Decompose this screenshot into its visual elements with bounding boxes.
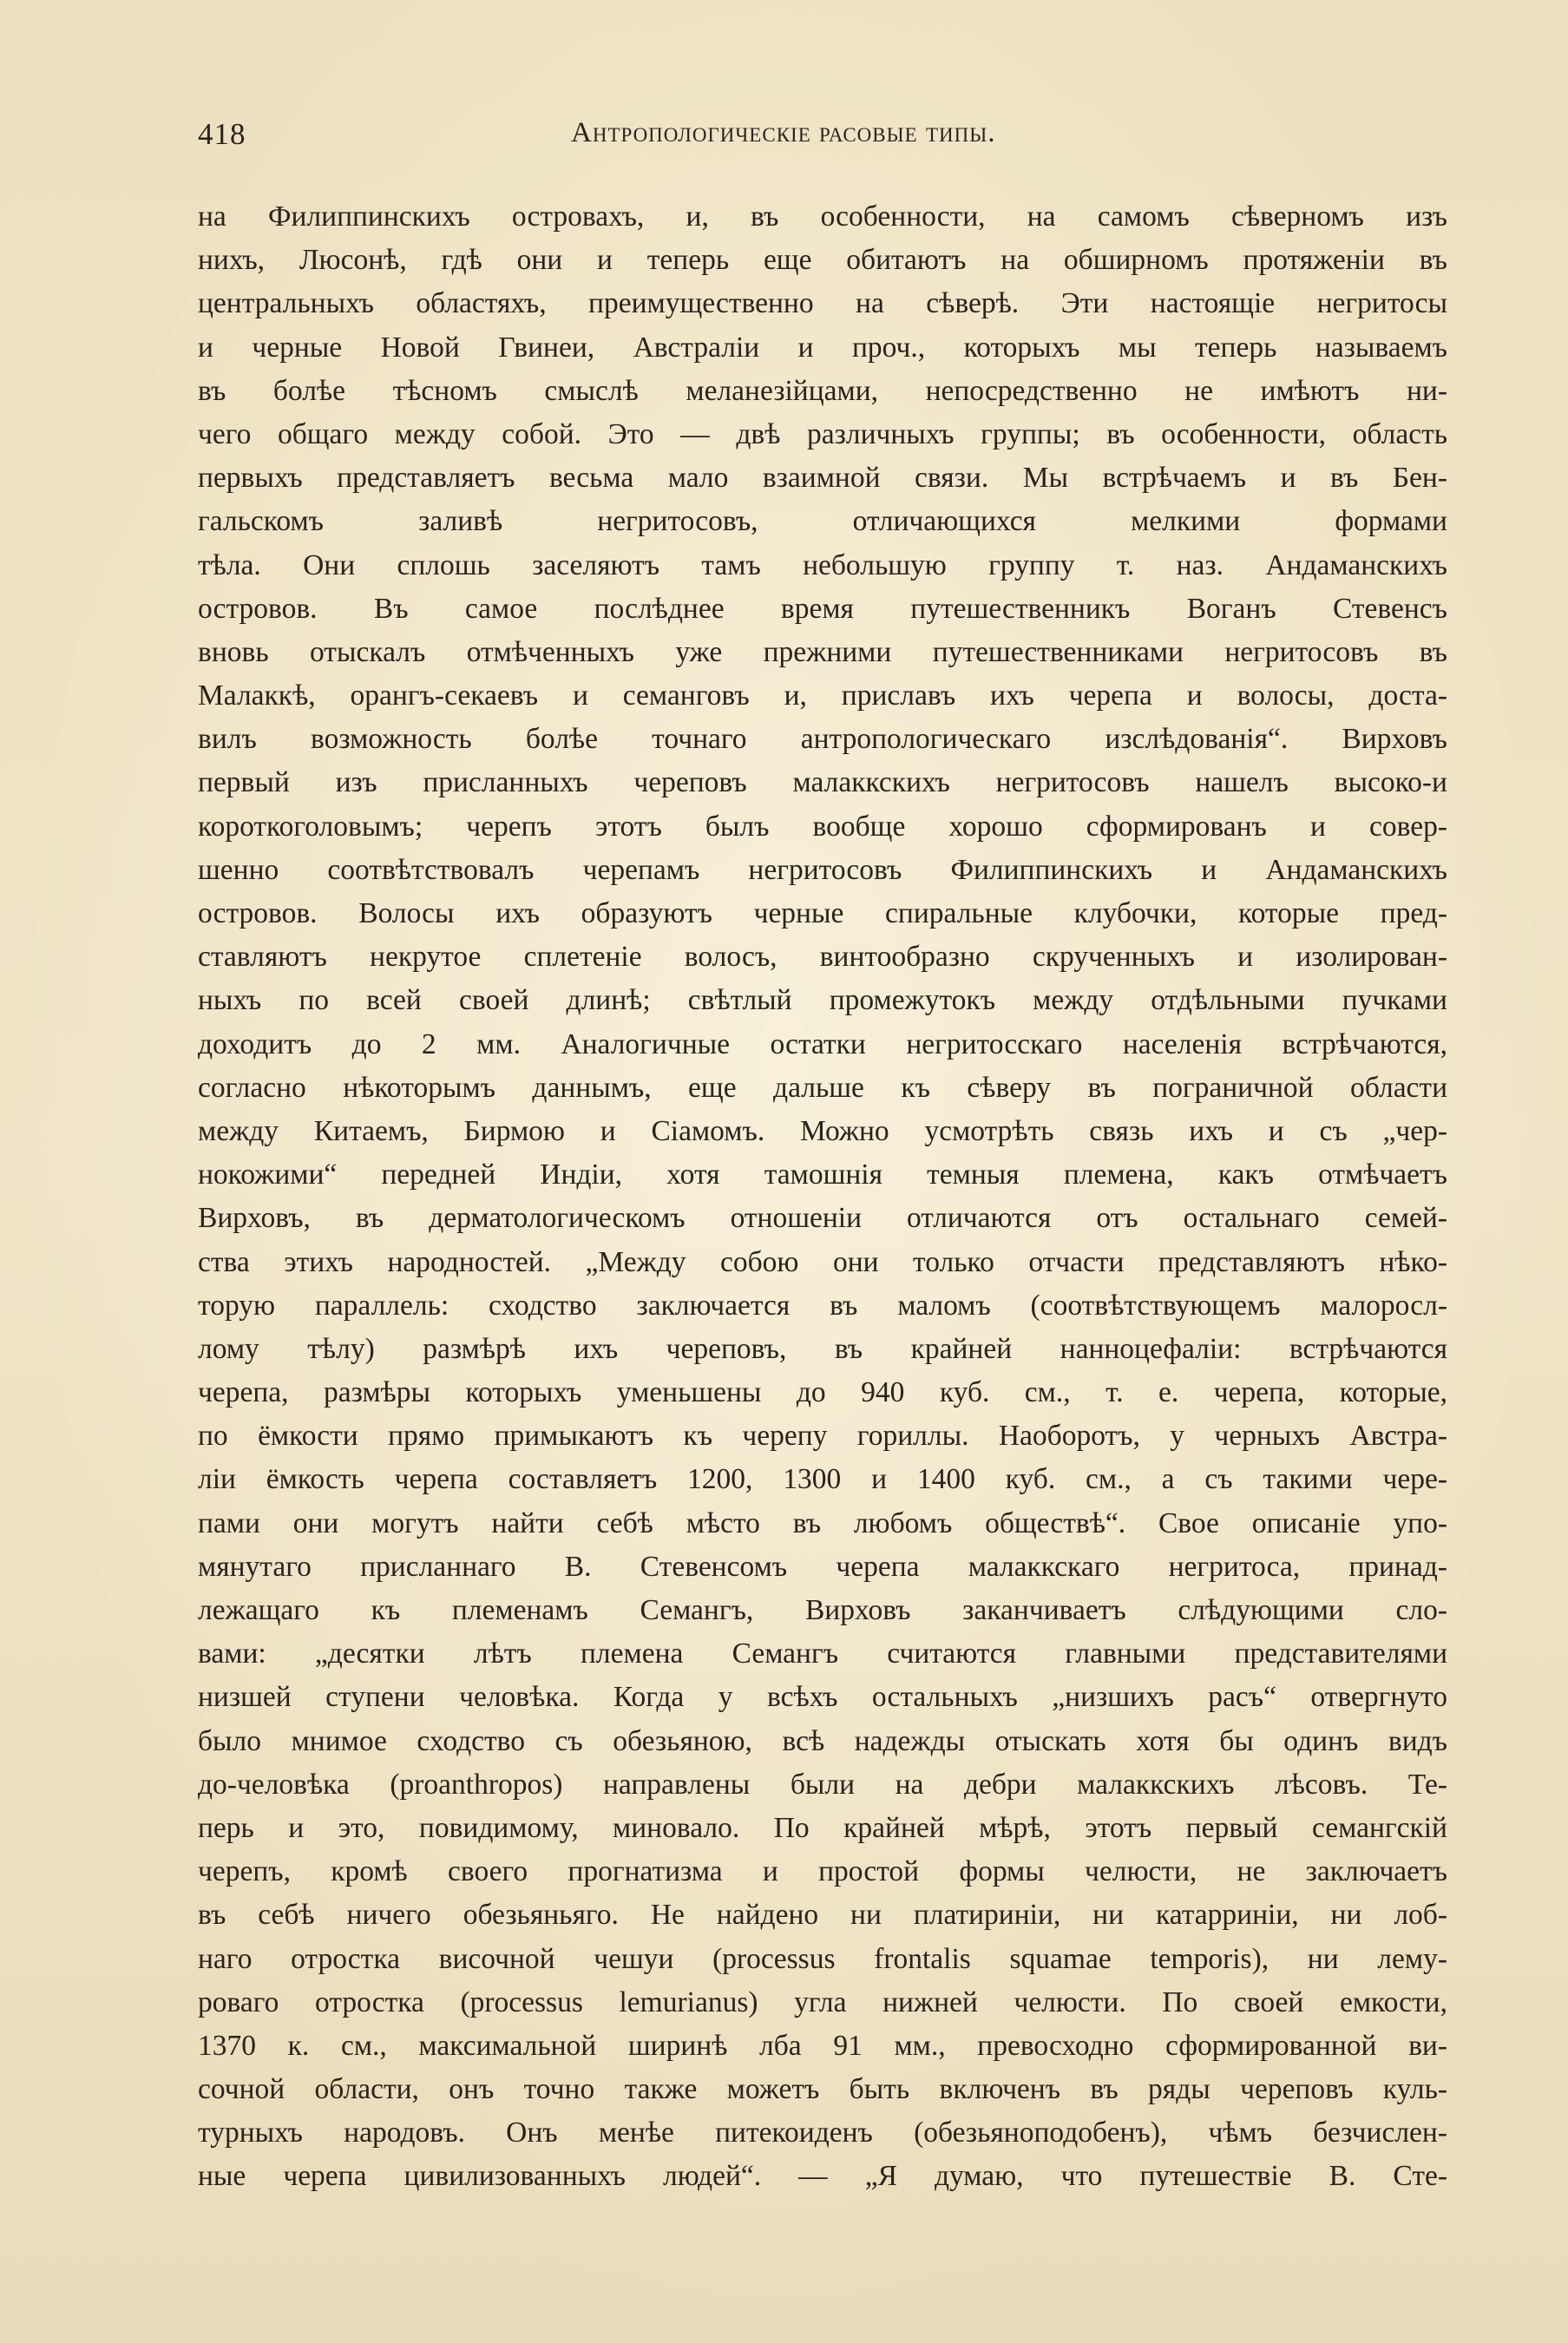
text-line: въ болѣе тѣсномъ смыслѣ меланезiйцами, непосредственно не имѣютъ ни- (198, 374, 1447, 407)
text-line: короткоголовымъ; черепъ этотъ былъ вообще хорошо сформированъ и совер- (198, 810, 1447, 843)
body-text (198, 195, 1447, 2199)
text-line: островов. Волосы ихъ образуютъ черные спиральные клубочки, которые пред- (198, 897, 1447, 929)
text-line: вами: „десятки лѣтъ племена Семангъ считаются главными представителями (198, 1637, 1447, 1670)
page-number: 418 (198, 117, 246, 151)
text-line: пами они могутъ найти себѣ мѣсто въ любомъ обществѣ“. Свое описанiе упо- (198, 1506, 1447, 1539)
text-line: сочной области, онъ точно также можетъ быть включенъ въ ряды череповъ куль- (198, 2073, 1447, 2106)
text-line: вновь отыскалъ отмѣченныхъ уже прежними путешественниками негритосовъ въ (198, 635, 1447, 668)
page-header (198, 117, 1430, 161)
text-line: и черные Новой Гвинеи, Австралiи и проч., которыхъ мы теперь называемъ (198, 331, 1447, 364)
text-line: Вирховъ, въ дерматологическомъ отношенiи отличаются отъ остальнаго семей- (198, 1202, 1447, 1235)
text-line: тѣла. Они сплошь заселяютъ тамъ небольшую группу т. наз. Андаманскихъ (198, 548, 1447, 581)
text-line: турныхъ народовъ. Онъ менѣе питекоиденъ (обезьяноподобенъ), чѣмъ безчислен- (198, 2117, 1447, 2149)
text-line: лежащаго къ племенамъ Семангъ, Вирховъ заканчиваетъ слѣдующими сло- (198, 1594, 1447, 1626)
text-line: лiи ёмкость черепа составляетъ 1200, 1300 и 1400 куб. см., а съ такими чере- (198, 1463, 1447, 1496)
text-line: лому тѣлу) размѣрѣ ихъ череповъ, въ крайней нанноцефалiи: встрѣчаются (198, 1332, 1447, 1365)
text-line: ные черепа цивилизованныхъ людей“. — „Я думаю, что путешествiе В. Сте- (198, 2160, 1447, 2193)
text-line: перь и это, повидимому, миновало. По крайней мѣрѣ, этотъ первый семангскiй (198, 1811, 1447, 1844)
text-line: согласно нѣкоторымъ даннымъ, еще дальше къ сѣверу въ пограничной области (198, 1071, 1447, 1104)
text-line: центральныхъ областяхъ, преимущественно на сѣверѣ. Эти настоящiе негритосы (198, 287, 1447, 320)
text-line: роваго отростка (processus lemurianus) угла нижней челюсти. По своей емкости, (198, 1985, 1447, 2018)
text-line: черепа, размѣры которыхъ уменьшены до 940 куб. см., т. е. черепа, которые, (198, 1376, 1447, 1409)
text-line: черепъ, кромѣ своего прогнатизма и простой формы челюсти, не заключаетъ (198, 1855, 1447, 1888)
text-line: торую параллель: сходство заключается въ маломъ (соотвѣтствующемъ малоросл- (198, 1289, 1447, 1322)
text-line: ныхъ по всей своей длинѣ; свѣтлый промежутокъ между отдѣльными пучками (198, 984, 1447, 1017)
text-line: ставляютъ некрутое сплетенiе волосъ, винтообразно скрученныхъ и изолирован- (198, 941, 1447, 974)
text-line: низшей ступени человѣка. Когда у всѣхъ остальныхъ „низшихъ расъ“ отвергнуто (198, 1681, 1447, 1714)
text-line: наго отростка височной чешуи (processus frontalis squamae temporis), ни лему- (198, 1942, 1447, 1975)
text-line: первыхъ представляетъ весьма мало взаимной связи. Мы встрѣчаемъ и въ Бен- (198, 462, 1447, 495)
text-line: въ себѣ ничего обезьяньяго. Не найдено ни платиринiи, ни катарринiи, ни лоб- (198, 1899, 1447, 1932)
text-line: на Филиппинскихъ островахъ, и, въ особенности, на самомъ сѣверномъ изъ (198, 200, 1447, 233)
text-line: нихъ, Люсонѣ, гдѣ они и теперь еще обитаютъ на обширномъ протяженiи въ (198, 244, 1447, 277)
text-line: между Китаемъ, Бирмою и Сiамомъ. Можно усмотрѣть связь ихъ и съ „чер- (198, 1114, 1447, 1147)
text-line: гальскомъ заливѣ негритосовъ, отличающихся мелкими формами (198, 505, 1447, 538)
text-line: по ёмкости прямо примыкаютъ къ черепу гориллы. Наоборотъ, у черныхъ Австра- (198, 1420, 1447, 1453)
text-line: ства этихъ народностей. „Между собою они только отчасти представляютъ нѣко- (198, 1245, 1447, 1278)
text-line: нокожими“ передней Индiи, хотя тамошнiя темныя племена, какъ отмѣчаетъ (198, 1158, 1447, 1191)
text-line: вилъ возможность болѣе точнаго антропологическаго изслѣдованiя“. Вирховъ (198, 723, 1447, 756)
text-line: до-человѣка (proanthropos) направлены были на дебри малаккскихъ лѣсовъ. Те- (198, 1768, 1447, 1801)
text-line: доходитъ до 2 мм. Аналогичные остатки негритосскаго населенiя встрѣчаются, (198, 1027, 1447, 1060)
text-line: Малаккѣ, орангъ-секаевъ и семанговъ и, приславъ ихъ черепа и волосы, доста- (198, 679, 1447, 712)
text-line: было мнимое сходство съ обезьяною, всѣ надежды отыскать хотя бы одинъ видъ (198, 1724, 1447, 1757)
text-line: чего общаго между собой. Это — двѣ различныхъ группы; въ особенности, область (198, 417, 1447, 450)
text-line: 1370 к. см., максимальной ширинѣ лба 91 мм., превосходно сформированной ви- (198, 2029, 1447, 2062)
text-line: первый изъ присланныхъ череповъ малаккскихъ негритосовъ нашелъ высоко-и (198, 766, 1447, 799)
text-line: шенно соотвѣтствовалъ черепамъ негритосовъ Филиппинскихъ и Андаманскихъ (198, 853, 1447, 886)
running-head: Антропологическiе расовые типы. (571, 117, 996, 148)
text-line: островов. Въ самое послѣднее время путешественникъ Воганъ Стевенсъ (198, 592, 1447, 625)
text-line: мянутаго присланнаго В. Стевенсомъ черепа малаккскаго негритоса, принад- (198, 1550, 1447, 1583)
